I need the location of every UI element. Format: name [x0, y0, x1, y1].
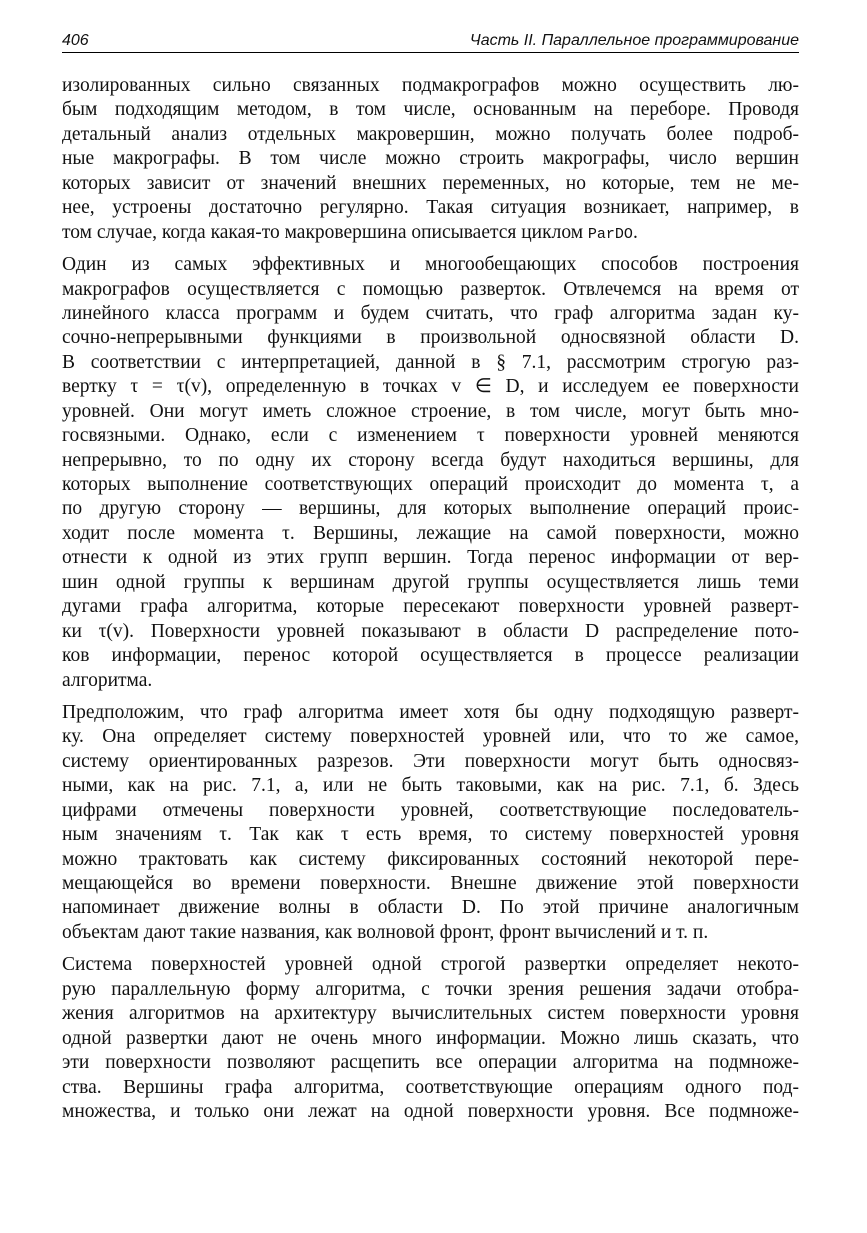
text-line: которых зависит от значений внешних переменных, но которые, тем не ме-: [62, 172, 799, 194]
paragraph-1: [62, 74, 799, 245]
paragraph-3: [62, 701, 799, 945]
text-line: дугами графа алгоритма, которые пересекают поверхности уровней разверт-: [62, 596, 799, 618]
text-line: вертку τ = τ(v), определенную в точках v ∈ D, и исследуем ее поверхности: [62, 376, 799, 398]
text-line: отнести к одной из этих групп вершин. Тогда перенос информации от вер-: [62, 547, 799, 569]
running-header: [62, 30, 799, 53]
text-line: можно трактовать как систему фиксированных состояний некоторой пере-: [62, 848, 799, 870]
text-line: линейного класса программ и будем считать, что граф алгоритма задан ку-: [62, 302, 799, 324]
text-line: систему ориентированных разрезов. Эти поверхности могут быть односвяз-: [62, 750, 799, 772]
text-line: Система поверхностей уровней одной строгой развертки определяет некото-: [62, 954, 799, 976]
text-line: по другую сторону — вершины, для которых выполнение операций проис-: [62, 498, 799, 520]
text-line: ходит после момента τ. Вершины, лежащие на самой поверхности, можно: [62, 522, 799, 544]
text-line: напоминает движение волны в области D. По этой причине аналогичным: [62, 897, 799, 919]
paragraph-4: [62, 953, 799, 1124]
text-fragment: .: [632, 221, 638, 243]
text-line: госвязными. Однако, если с изменением τ поверхности уровней меняются: [62, 425, 799, 447]
code-keyword: ParDO: [587, 225, 633, 243]
text-line: Предположим, что граф алгоритма имеет хотя бы одну подходящую разверт-: [62, 701, 799, 723]
text-line: множества, и только они лежат на одной поверхности уровня. Все подмноже-: [62, 1100, 799, 1122]
text-line: одной развертки дают не очень много информации. Можно лишь сказать, что: [62, 1027, 799, 1049]
text-line: Один из самых эффективных и многообещающих способов построения: [62, 254, 799, 276]
text-line: В соответствии с интерпретацией, данной в § 7.1, рассмотрим строгую раз-: [62, 351, 799, 373]
text-line: бым подходящим методом, в том числе, основанным на переборе. Проводя: [62, 99, 799, 121]
text-line: нее, устроены достаточно регулярно. Такая ситуация возникает, например, в: [62, 197, 799, 219]
text-line: ки τ(v). Поверхности уровней показывают в области D распределение пото-: [62, 620, 799, 642]
text-fragment: том случае, когда какая-то макровершина описывается циклом: [62, 221, 588, 243]
text-line: объектам дают такие названия, как волновой фронт, фронт вычислений и т. п.: [62, 921, 709, 943]
text-line: [62, 221, 799, 245]
text-line: шин одной группы к вершинам другой группы осуществляется лишь теми: [62, 571, 799, 593]
text-line: изолированных сильно связанных подмакрографов можно осуществить лю-: [62, 75, 799, 96]
text-line: рую параллельную форму алгоритма, с точки зрения решения задачи отобра-: [62, 978, 799, 1000]
text-line: эти поверхности позволяют расщепить все операции алгоритма на подмноже-: [62, 1052, 799, 1074]
text-line: ными, как на рис. 7.1, а, или не быть таковыми, как на рис. 7.1, б. Здесь: [62, 775, 799, 797]
text-line: сочно-непрерывными функциями в произвольной односвязной области D.: [62, 327, 799, 349]
paragraph-2: [62, 253, 799, 693]
text-line: непрерывно, то по одну их сторону всегда будут находиться вершины, для: [62, 449, 799, 471]
text-line: ным значениям τ. Так как τ есть время, то систему поверхностей уровня: [62, 824, 799, 846]
text-line: жения алгоритмов на архитектуру вычислительных систем поверхности уровня: [62, 1003, 799, 1025]
text-line: которых выполнение соответствующих операций происходит до момента τ, а: [62, 474, 799, 495]
text-line: ков информации, перенос которой осуществляется в процессе реализации: [62, 645, 799, 667]
text-line: ства. Вершины графа алгоритма, соответствующие операциям одного под-: [62, 1076, 799, 1098]
text-line: мещающейся во времени поверхности. Внешне движение этой поверхности: [62, 873, 799, 894]
running-title: Часть II. Параллельное программирование: [469, 32, 799, 49]
text-line: цифрами отмечены поверхности уровней, соответствующие последователь-: [62, 799, 799, 821]
text-line: ные макрографы. В том числе можно строить макрографы, число вершин: [62, 148, 799, 170]
body-text: [62, 74, 799, 1132]
text-line: макрографов осуществляется с помощью разверток. Отвлечемся на время от: [62, 278, 799, 300]
page-number: 406: [62, 32, 89, 49]
text-line: алгоритма.: [62, 669, 153, 691]
text-line: ку. Она определяет систему поверхностей уровней или, что то же самое,: [62, 726, 799, 748]
text-line: уровней. Они могут иметь сложное строение, в том числе, могут быть мно-: [62, 400, 799, 422]
text-line: детальный анализ отдельных макровершин, можно получать более подроб-: [62, 123, 799, 145]
